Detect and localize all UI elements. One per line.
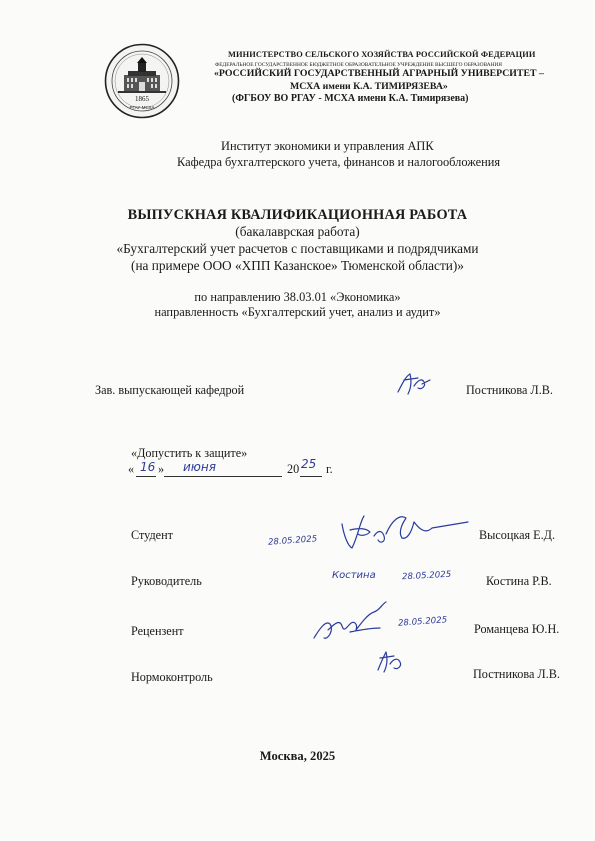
reviewer-name: Романцева Ю.Н. [474,622,560,636]
signature-student [336,506,476,554]
admission-label: «Допустить к защите» [131,446,248,460]
work-topic-line2: (на примере ООО «ХПП Казанское» Тюменской области)» [131,258,464,273]
work-type: (бакалаврская работа) [235,224,360,239]
svg-text:РГАУ-МСХА: РГАУ-МСХА [129,105,155,110]
month-underline [164,476,282,477]
admission-quote-close: » [158,462,165,476]
footer-city-year: Москва, 2025 [259,749,336,763]
work-topic-line1: «Бухгалтерский учет расчетов с поставщиками и подрядчиками [116,241,479,256]
university-seal-icon [104,43,180,119]
student-name: Высоцкая Е.Д. [479,528,555,542]
profile: направленность «Бухгалтерский учет, анализ и аудит» [154,305,441,319]
head-of-department-name: Постникова Л.В. [466,383,553,397]
supervisor-name: Костина Р.В. [486,574,552,588]
reviewer-label: Рецензент [131,624,184,638]
university-name-line2: МСХА имени К.А. ТИМИРЯЗЕВА» [290,81,448,92]
admission-day: 16 [140,460,156,474]
admission-quote-open: « [128,462,135,476]
university-name-line1: «РОССИЙСКИЙ ГОСУДАРСТВЕННЫЙ АГРАРНЫЙ УНИВЕРСИТЕТ – [214,68,544,79]
admission-month: июня [183,460,216,474]
signature-head-of-department [392,370,436,400]
standards-control-label: Нормоконтроль [131,670,213,684]
supervisor-date: 28.05.2025 [401,569,452,583]
student-label: Студент [131,528,173,542]
standards-control-name: Постникова Л.В. [473,667,560,681]
ministry-name: МИНИСТЕРСТВО СЕЛЬСКОГО ХОЗЯЙСТВА РОССИЙСКОЙ ФЕДЕРАЦИИ [228,50,536,59]
signature-standards-control [372,648,408,678]
university-short-name: (ФГБОУ ВО РГАУ - МСХА имени К.А. Тимирязева) [232,93,469,104]
supervisor-handwritten-signature: Костина [332,570,376,581]
institution-type: ФЕДЕРАЛЬНОЕ ГОСУДАРСТВЕННОЕ БЮДЖЕТНОЕ ОБРАЗОВАТЕЛЬНОЕ УЧРЕЖДЕНИЕ ВЫСШЕГО ОБРАЗОВАНИЯ [215,62,502,68]
svg-text:1865: 1865 [135,95,149,103]
supervisor-label: Руководитель [131,574,202,588]
head-of-department-label: Зав. выпускающей кафедрой [95,383,245,397]
signature-reviewer [310,598,400,648]
work-title: ВЫПУСКНАЯ КВАЛИФИКАЦИОННАЯ РАБОТА [127,207,468,223]
department-name: Кафедра бухгалтерского учета, финансов и налогообложения [177,155,501,169]
year-underline [300,476,322,477]
reviewer-date: 28.05.2025 [397,615,448,629]
day-underline [136,476,156,477]
admission-year-end: г. [326,462,333,476]
admission-year-suffix: 25 [301,457,317,471]
student-date: 28.05.2025 [267,534,318,548]
institute-name: Институт экономики и управления АПК [221,139,434,153]
direction: по направлению 38.03.01 «Экономика» [194,290,401,304]
admission-year-prefix: 20 [287,462,300,476]
